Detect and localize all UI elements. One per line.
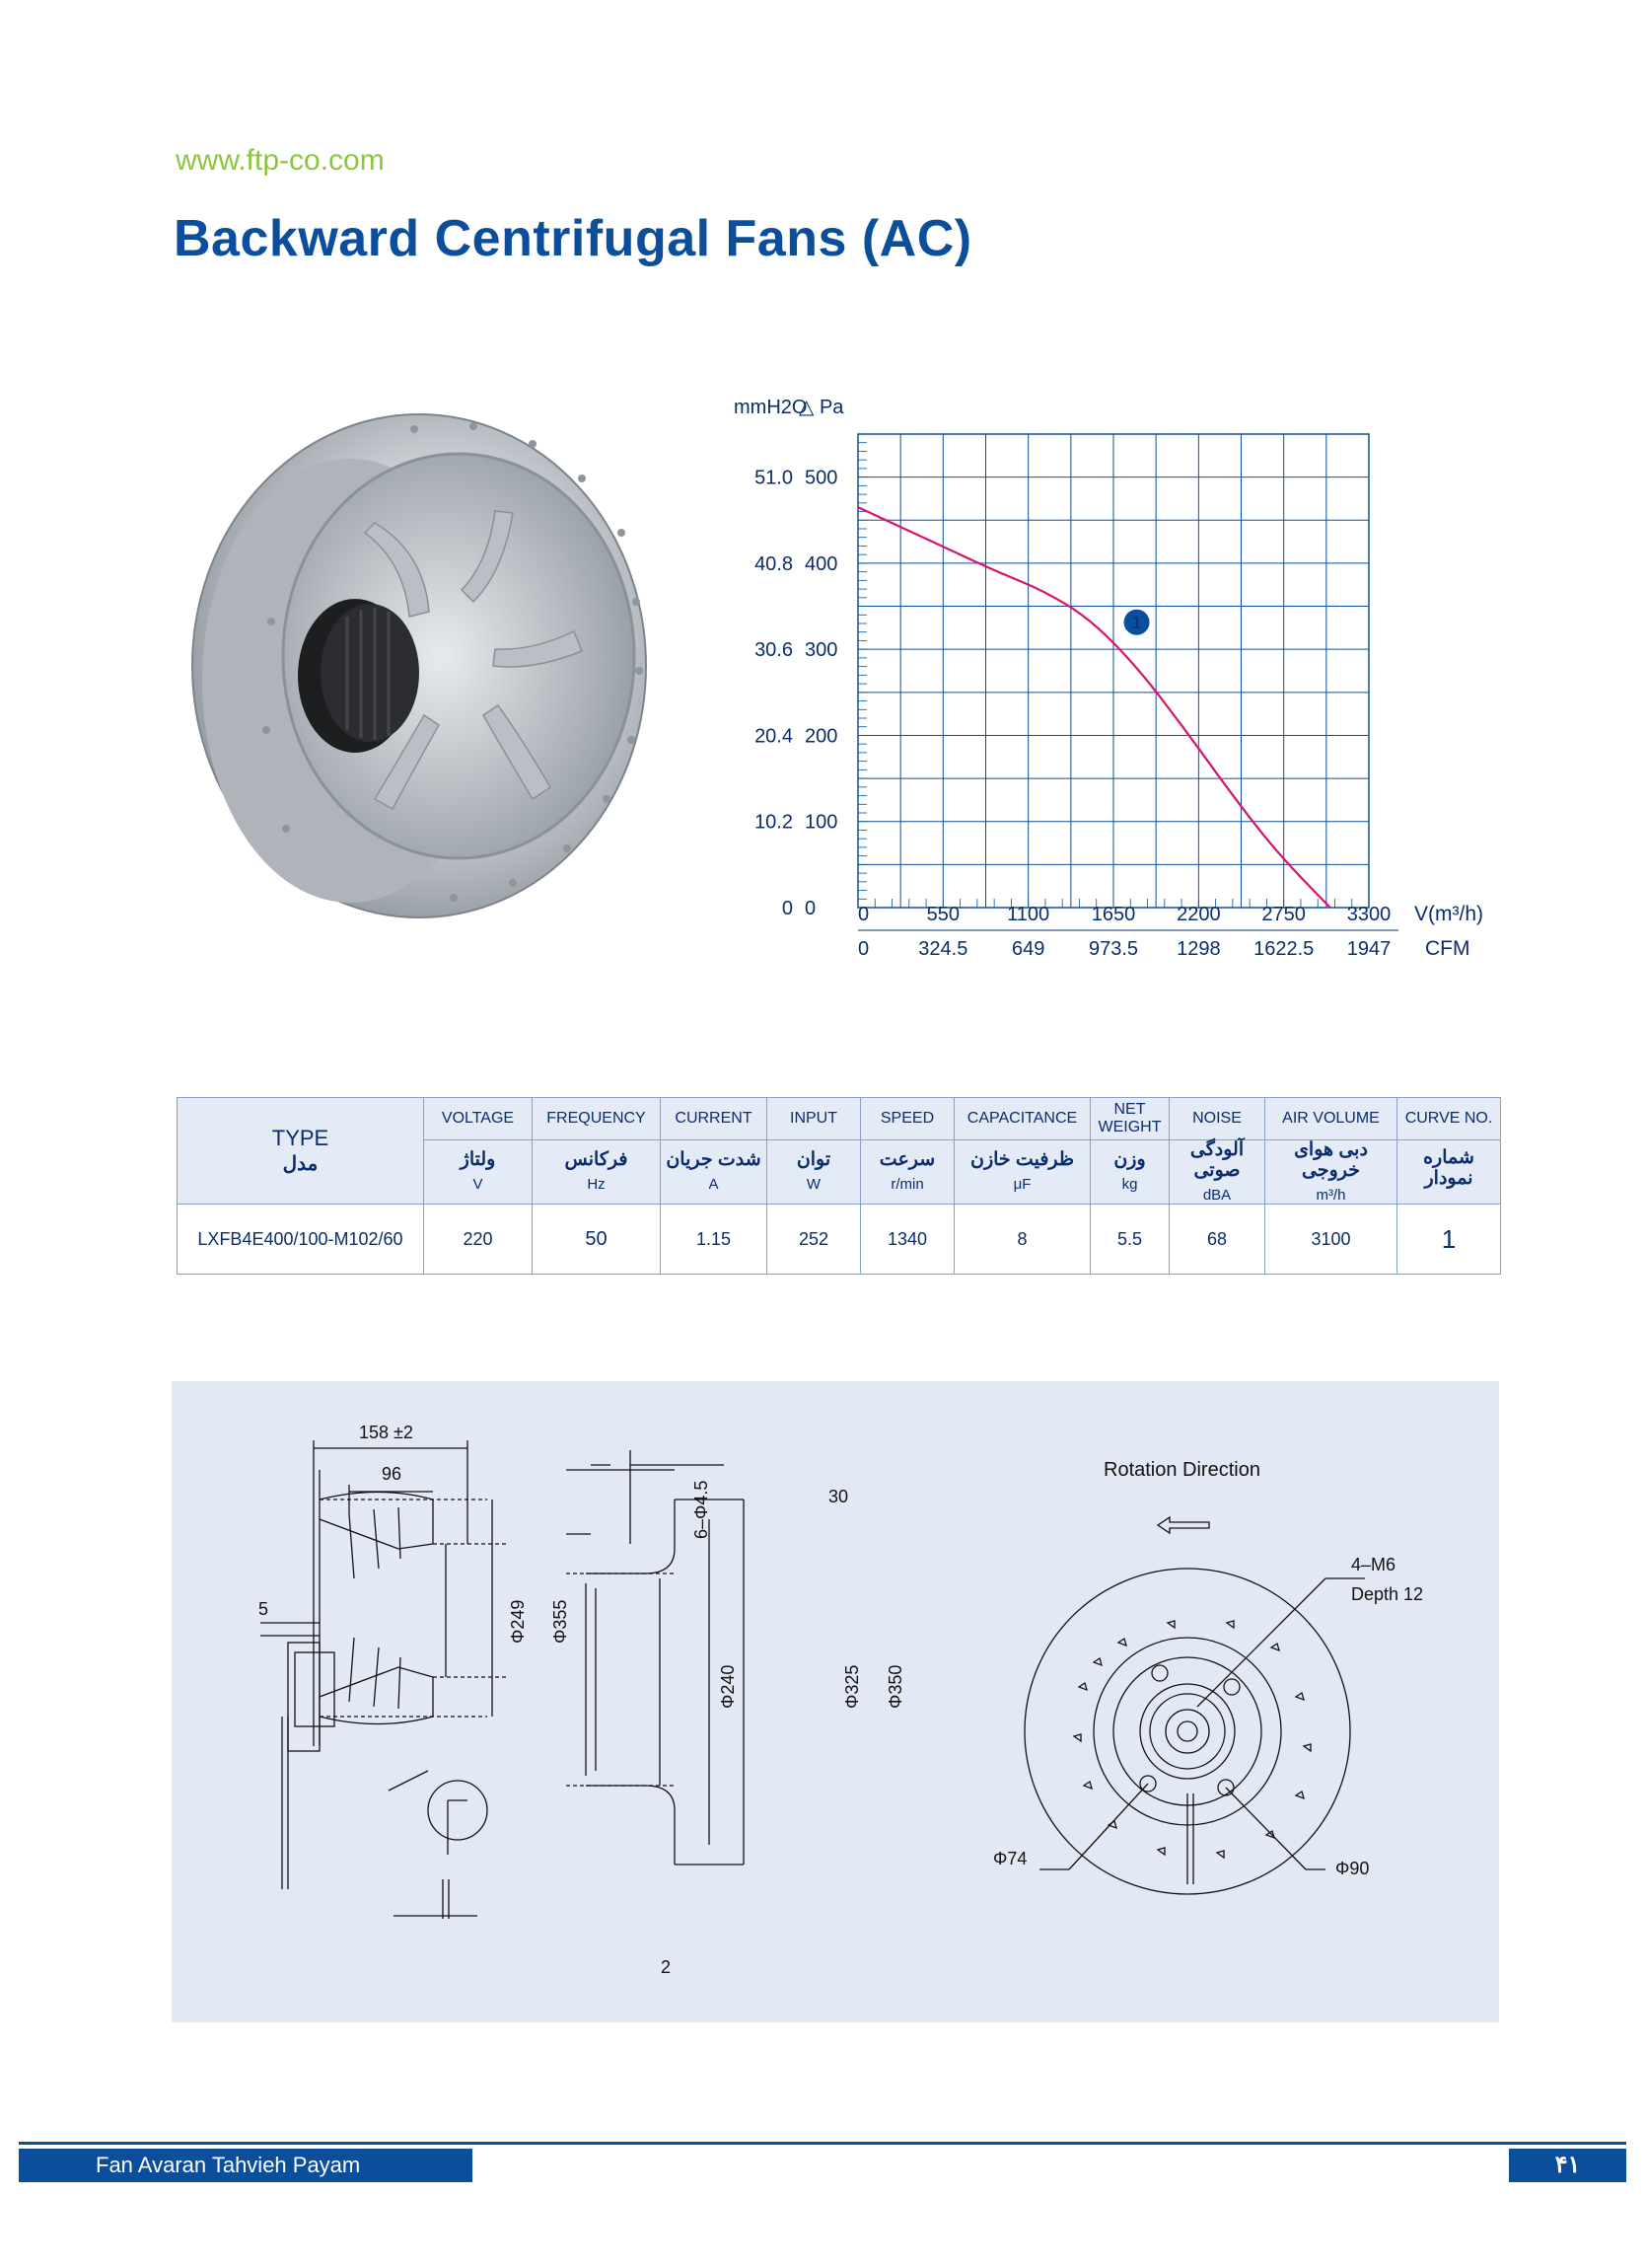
x-tick-cfm: 649 bbox=[1011, 938, 1045, 960]
col-fa-weight bbox=[1091, 1140, 1170, 1205]
footer-company: Fan Avaran Tahvieh Payam bbox=[19, 2149, 472, 2182]
col-unit: A bbox=[708, 1176, 719, 1194]
cell-input: 252 bbox=[767, 1205, 861, 1275]
type-label-fa: مدل bbox=[282, 1153, 319, 1176]
x-tick-cfm: 324.5 bbox=[918, 938, 968, 960]
dim-front-phi-90: Φ90 bbox=[1335, 1859, 1370, 1878]
col-fa-label: توان bbox=[796, 1149, 831, 1171]
cell-air-volume: 3100 bbox=[1265, 1205, 1397, 1275]
x-tick-m3h: 2750 bbox=[1261, 904, 1306, 925]
col-header-speed: SPEED bbox=[861, 1098, 955, 1140]
dim-side-phi-outer: Φ355 bbox=[550, 1599, 570, 1644]
dim-section-width: 30 bbox=[828, 1487, 849, 1506]
col-fa-label: ولتاژ bbox=[460, 1149, 496, 1171]
x-tick-m3h: 1100 bbox=[1007, 904, 1050, 925]
spec-header-en bbox=[178, 1098, 1501, 1140]
website-url[interactable]: www.ftp-co.com bbox=[176, 144, 385, 177]
y-tick-pa: 200 bbox=[805, 725, 838, 748]
col-header-input: INPUT bbox=[767, 1098, 861, 1140]
col-unit: m³/h bbox=[1316, 1186, 1346, 1204]
col-fa-label: شماره نمودار bbox=[1423, 1147, 1474, 1190]
col-unit: kg bbox=[1121, 1176, 1138, 1194]
col-fa-air-volume bbox=[1265, 1140, 1397, 1205]
dim-front-depth: Depth 12 bbox=[1351, 1584, 1424, 1604]
cell-model: LXFB4E400/100-M102/60 bbox=[178, 1205, 424, 1275]
col-fa-label: سرعت bbox=[879, 1149, 936, 1171]
y-tick-pa: 100 bbox=[805, 811, 838, 834]
y-tick-mmh2o: 30.6 bbox=[754, 639, 793, 662]
y-tick-pa: 300 bbox=[805, 639, 838, 662]
y-tick-mmh2o: 10.2 bbox=[754, 811, 793, 834]
dim-side-offset: 5 bbox=[258, 1599, 269, 1619]
page-title: Backward Centrifugal Fans (AC) bbox=[174, 210, 972, 267]
col-header-weight: NET WEIGHT bbox=[1091, 1098, 1170, 1140]
col-unit: W bbox=[806, 1176, 822, 1194]
col-unit: V bbox=[472, 1176, 483, 1194]
col-unit: dBA bbox=[1202, 1186, 1232, 1204]
col-fa-voltage bbox=[424, 1140, 533, 1205]
cell-current: 1.15 bbox=[661, 1205, 767, 1275]
cell-voltage: 220 bbox=[424, 1205, 533, 1275]
y-unit-right: △ Pa bbox=[799, 397, 844, 418]
x-unit-secondary: CFM bbox=[1425, 937, 1470, 960]
side-view bbox=[260, 1440, 507, 1919]
col-header-air-volume: AIR VOLUME bbox=[1265, 1098, 1397, 1140]
col-fa-noise bbox=[1170, 1140, 1265, 1205]
dim-front-thread: 4–M6 bbox=[1351, 1555, 1396, 1574]
col-fa-label: شدت جریان bbox=[666, 1149, 761, 1171]
cell-frequency: 50 bbox=[533, 1205, 661, 1275]
col-fa-capacitance bbox=[955, 1140, 1091, 1205]
x-tick-cfm: 0 bbox=[858, 938, 870, 960]
type-header bbox=[178, 1098, 424, 1205]
x-tick-cfm: 1298 bbox=[1177, 938, 1221, 960]
x-tick-cfm: 973.5 bbox=[1088, 938, 1139, 960]
series-line-1 bbox=[858, 507, 1330, 908]
col-fa-speed bbox=[861, 1140, 955, 1205]
col-header-curve-no: CURVE NO. bbox=[1397, 1098, 1501, 1140]
y-tick-mmh2o: 51.0 bbox=[754, 467, 793, 489]
y-tick-pa: 0 bbox=[805, 898, 817, 919]
type-label: TYPE bbox=[271, 1126, 329, 1151]
chart-grid bbox=[858, 434, 1369, 908]
footer-page-number: ۴۱ bbox=[1509, 2149, 1626, 2182]
dim-section-phi-325: Φ325 bbox=[842, 1664, 862, 1709]
y-unit-left: mmH2O bbox=[734, 397, 808, 418]
col-unit: μF bbox=[1013, 1176, 1032, 1194]
x-tick-m3h: 1650 bbox=[1091, 904, 1136, 925]
x-tick-cfm: 1622.5 bbox=[1253, 938, 1315, 960]
footer-divider bbox=[19, 2142, 1626, 2145]
col-fa-label: دبی هوای خروجی bbox=[1294, 1139, 1368, 1181]
col-fa-input bbox=[767, 1140, 861, 1205]
dim-front-phi-74: Φ74 bbox=[993, 1849, 1028, 1868]
dim-section-holes: 6–Φ4.5 bbox=[691, 1480, 711, 1539]
col-unit: r/min bbox=[891, 1176, 924, 1194]
col-fa-label: فرکانس bbox=[564, 1149, 628, 1171]
side-view-blade-lines bbox=[349, 1507, 400, 1709]
curve-label-text: 1 bbox=[1131, 613, 1142, 632]
x-tick-m3h: 550 bbox=[926, 904, 961, 925]
dimension-drawing-panel bbox=[172, 1381, 1499, 2022]
x-unit-primary: V(m³/h) bbox=[1414, 903, 1483, 925]
table-row bbox=[178, 1205, 1501, 1275]
y-ticks-mmh2o bbox=[754, 468, 793, 919]
x-tick-cfm: 1947 bbox=[1346, 938, 1392, 960]
dimension-drawing bbox=[172, 1381, 1499, 2022]
y-ticks-pa bbox=[805, 468, 837, 919]
dim-side-width: 158 ±2 bbox=[359, 1423, 413, 1442]
performance-chart bbox=[710, 390, 1499, 982]
col-unit: Hz bbox=[587, 1176, 606, 1194]
col-header-noise: NOISE bbox=[1170, 1098, 1265, 1140]
cell-capacitance: 8 bbox=[955, 1205, 1091, 1275]
col-fa-current bbox=[661, 1140, 767, 1205]
y-tick-pa: 400 bbox=[805, 552, 838, 575]
fan-product-photo bbox=[178, 404, 661, 927]
x-ticks-cfm bbox=[858, 930, 1398, 960]
col-fa-frequency bbox=[533, 1140, 661, 1205]
y-tick-mmh2o: 40.8 bbox=[754, 552, 793, 575]
dim-section-phi-350: Φ350 bbox=[886, 1664, 905, 1709]
cell-noise: 68 bbox=[1170, 1205, 1265, 1275]
dim-section-phi-240: Φ240 bbox=[718, 1664, 738, 1709]
dim-side-phi-inner: Φ249 bbox=[508, 1599, 528, 1644]
y-tick-pa: 500 bbox=[805, 467, 838, 489]
col-fa-curve-no bbox=[1397, 1140, 1501, 1205]
col-fa-label: وزن bbox=[1113, 1149, 1146, 1171]
col-fa-label: آلودگی صوتی bbox=[1189, 1139, 1245, 1181]
front-view bbox=[1025, 1517, 1365, 1894]
section-view bbox=[566, 1450, 744, 1865]
cell-weight: 5.5 bbox=[1091, 1205, 1170, 1275]
y-tick-mmh2o: 20.4 bbox=[754, 725, 793, 748]
x-tick-m3h: 0 bbox=[858, 904, 870, 925]
col-fa-label: ظرفیت خازن bbox=[969, 1149, 1075, 1171]
dim-side-depth: 96 bbox=[382, 1464, 402, 1484]
x-tick-m3h: 2200 bbox=[1177, 904, 1221, 925]
dim-detail-thickness: 2 bbox=[661, 1957, 672, 1977]
col-header-voltage: VOLTAGE bbox=[424, 1098, 533, 1140]
x-tick-m3h: 3300 bbox=[1346, 904, 1392, 925]
col-header-current: CURRENT bbox=[661, 1098, 767, 1140]
cell-speed: 1340 bbox=[861, 1205, 955, 1275]
spec-table bbox=[177, 1097, 1501, 1275]
cell-curve-no: 1 bbox=[1397, 1205, 1501, 1275]
col-header-frequency: FREQUENCY bbox=[533, 1098, 661, 1140]
y-tick-mmh2o: 0 bbox=[781, 898, 793, 919]
rotation-direction-label: Rotation Direction bbox=[1104, 1459, 1260, 1481]
col-header-capacitance: CAPACITANCE bbox=[955, 1098, 1091, 1140]
